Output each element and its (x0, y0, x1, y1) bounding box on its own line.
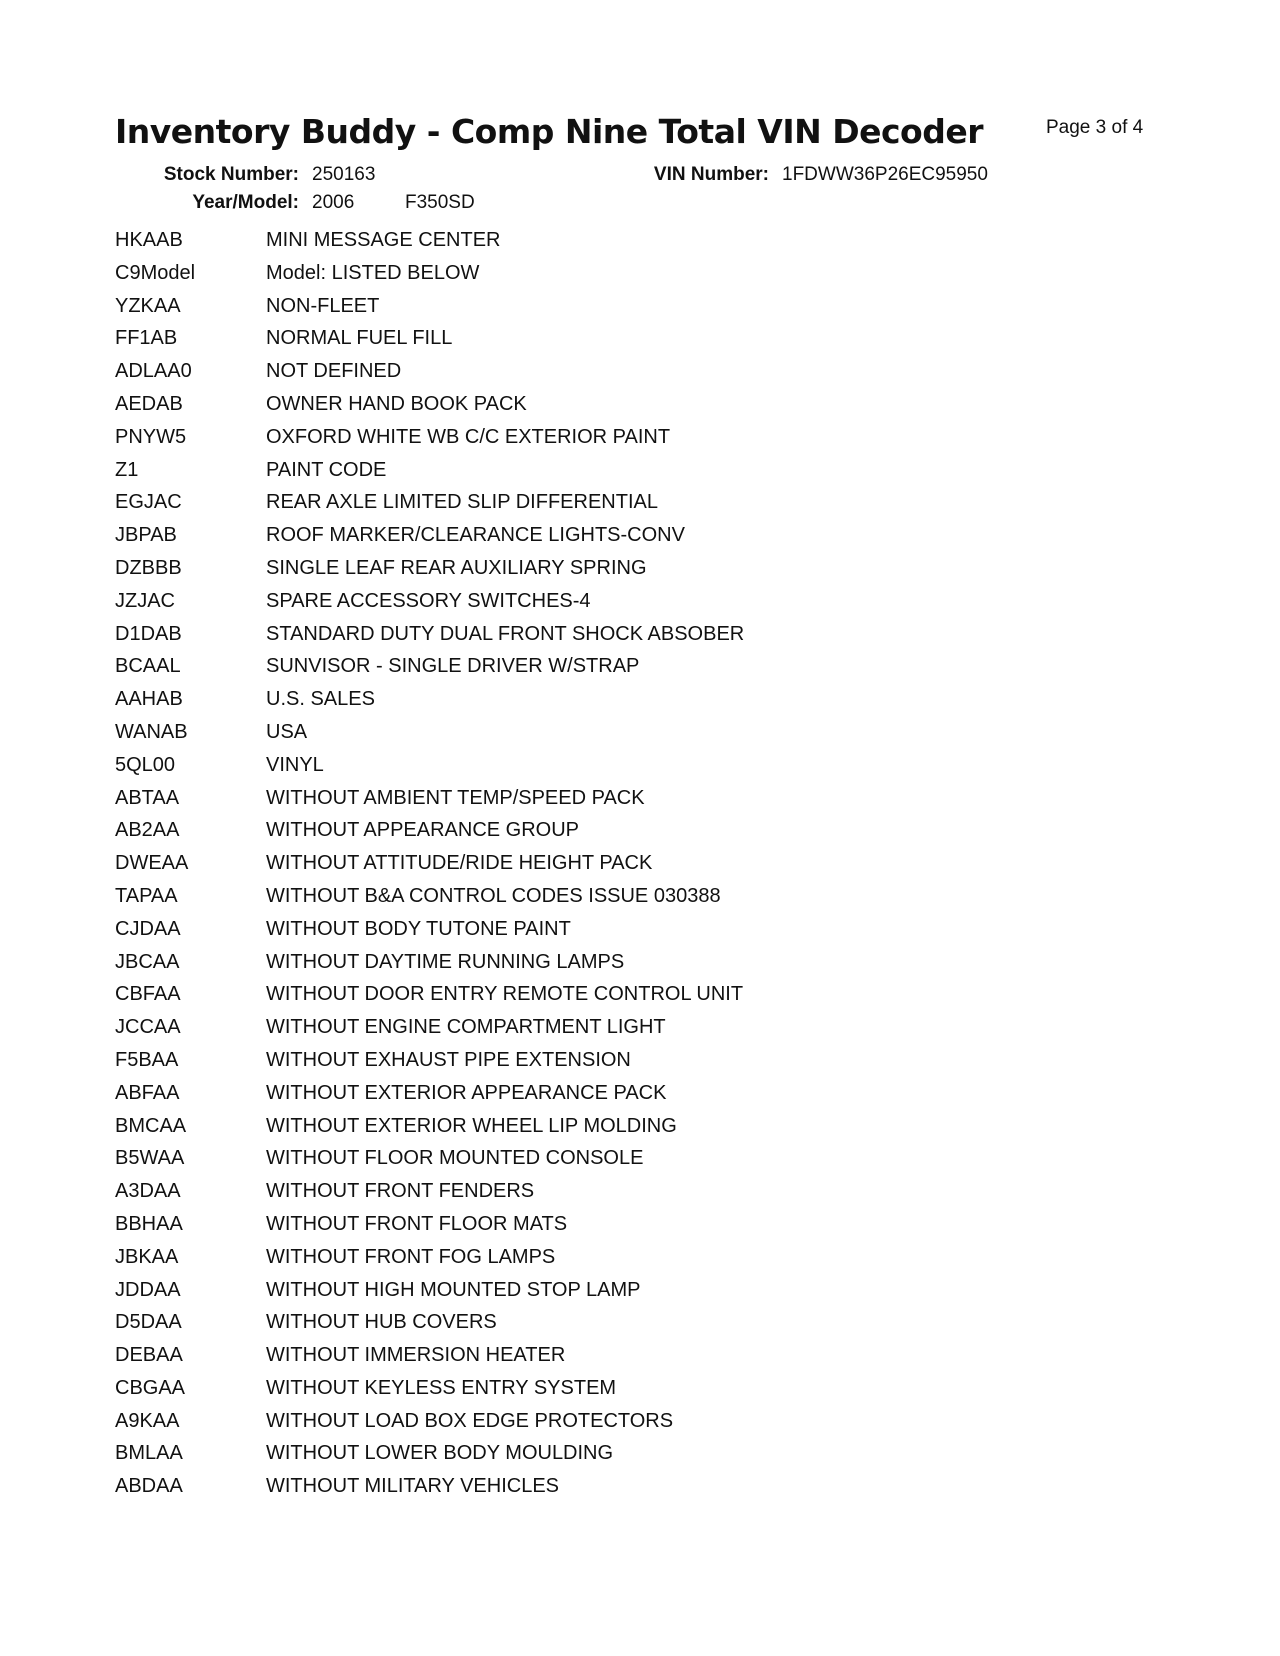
option-description: OWNER HAND BOOK PACK (266, 392, 527, 415)
option-description: VINYL (266, 753, 324, 776)
list-item (115, 1082, 1115, 1115)
option-description: WITHOUT EXTERIOR WHEEL LIP MOLDING (266, 1114, 677, 1137)
option-code: BBHAA (115, 1212, 183, 1235)
option-description: WITHOUT APPEARANCE GROUP (266, 819, 580, 842)
option-description: NORMAL FUEL FILL (266, 327, 453, 350)
option-description: SUNVISOR - SINGLE DRIVER W/STRAP (266, 655, 640, 678)
option-code: CBGAA (115, 1376, 186, 1399)
option-description: WITHOUT HUB COVERS (266, 1311, 497, 1334)
option-code: CBFAA (115, 983, 181, 1006)
option-code: WANAB (115, 720, 188, 743)
model-value: F350SD (405, 192, 475, 213)
list-item (115, 1475, 1115, 1508)
option-code: FF1AB (115, 327, 178, 350)
option-code: EGJAC (115, 491, 182, 514)
option-description: WITHOUT FLOOR MOUNTED CONSOLE (266, 1147, 644, 1170)
option-code: A3DAA (115, 1180, 181, 1203)
option-code: ABTAA (115, 786, 180, 809)
list-item (115, 1115, 1115, 1148)
option-description: WITHOUT LOAD BOX EDGE PROTECTORS (266, 1409, 674, 1432)
option-description: WITHOUT ATTITUDE/RIDE HEIGHT PACK (266, 852, 653, 875)
list-item (115, 983, 1115, 1016)
option-code: JBCAA (115, 950, 180, 973)
option-description: WITHOUT BODY TUTONE PAINT (266, 917, 571, 940)
list-item (115, 1311, 1115, 1344)
option-code: JDDAA (115, 1278, 181, 1301)
option-description: Model: LISTED BELOW (266, 261, 480, 284)
option-code: ABDAA (115, 1475, 183, 1498)
option-code: JCCAA (115, 1016, 181, 1039)
option-code: ADLAA0 (115, 360, 192, 383)
option-code: YZKAA (115, 294, 181, 317)
list-item (115, 1410, 1115, 1443)
option-description: WITHOUT DOOR ENTRY REMOTE CONTROL UNIT (266, 983, 744, 1006)
option-code: TAPAA (115, 884, 178, 907)
stock-number-label: Stock Number: (163, 164, 299, 185)
option-code: PNYW5 (115, 425, 187, 448)
option-description: REAR AXLE LIMITED SLIP DIFFERENTIAL (266, 491, 658, 514)
list-item (115, 819, 1115, 852)
vin-number-label: VIN Number: (653, 164, 769, 185)
list-item (115, 524, 1115, 557)
list-item (115, 1147, 1115, 1180)
page-number: Page 3 of 4 (1046, 117, 1144, 138)
option-description: WITHOUT EXHAUST PIPE EXTENSION (266, 1048, 631, 1071)
option-code: BCAAL (115, 655, 181, 678)
option-code: B5WAA (115, 1147, 185, 1170)
option-description: WITHOUT DAYTIME RUNNING LAMPS (266, 950, 625, 973)
option-description: NON-FLEET (266, 294, 380, 317)
list-item (115, 295, 1115, 328)
list-item (115, 426, 1115, 459)
list-item (115, 229, 1115, 262)
option-code: D5DAA (115, 1311, 182, 1334)
option-description: WITHOUT IMMERSION HEATER (266, 1344, 566, 1367)
list-item (115, 262, 1115, 295)
list-item (115, 1442, 1115, 1475)
option-code: JBKAA (115, 1245, 179, 1268)
page-title: Inventory Buddy - Comp Nine Total VIN Decoder (115, 112, 983, 151)
option-code: AEDAB (115, 392, 183, 415)
option-description: WITHOUT FRONT FLOOR MATS (266, 1212, 568, 1235)
option-description: WITHOUT KEYLESS ENTRY SYSTEM (266, 1376, 617, 1399)
option-code: JBPAB (115, 524, 177, 547)
option-description: WITHOUT B&A CONTROL CODES ISSUE 030388 (266, 884, 721, 907)
option-code: BMLAA (115, 1442, 183, 1465)
list-item (115, 327, 1115, 360)
option-description: WITHOUT ENGINE COMPARTMENT LIGHT (266, 1016, 666, 1039)
option-description: WITHOUT LOWER BODY MOULDING (266, 1442, 614, 1465)
option-description: NOT DEFINED (266, 360, 402, 383)
option-code: 5QL00 (115, 753, 176, 776)
option-code: AAHAB (115, 688, 183, 711)
option-description: U.S. SALES (266, 688, 375, 711)
option-description: WITHOUT AMBIENT TEMP/SPEED PACK (266, 786, 645, 809)
option-code: DWEAA (115, 852, 189, 875)
list-item (115, 1213, 1115, 1246)
list-item (115, 1049, 1115, 1082)
list-item (115, 1344, 1115, 1377)
option-description: WITHOUT HIGH MOUNTED STOP LAMP (266, 1278, 641, 1301)
option-code: D1DAB (115, 622, 182, 645)
option-description: OXFORD WHITE WB C/C EXTERIOR PAINT (266, 425, 671, 448)
option-code-list (115, 229, 1115, 1508)
option-code: DEBAA (115, 1344, 183, 1367)
vin-number-value: 1FDWW36P26EC95950 (782, 164, 988, 185)
option-description: PAINT CODE (266, 458, 387, 481)
year-model-label: Year/Model: (192, 192, 299, 213)
option-code: JZJAC (115, 589, 175, 612)
option-code: ABFAA (115, 1081, 180, 1104)
list-item (115, 655, 1115, 688)
list-item (115, 1180, 1115, 1213)
option-code: F5BAA (115, 1048, 179, 1071)
option-description: USA (266, 720, 308, 743)
option-description: WITHOUT EXTERIOR APPEARANCE PACK (266, 1081, 667, 1104)
stock-number-value: 250163 (312, 164, 376, 185)
list-item (115, 1279, 1115, 1312)
option-code: BMCAA (115, 1114, 187, 1137)
list-item (115, 951, 1115, 984)
year-value: 2006 (312, 192, 355, 213)
list-item (115, 459, 1115, 492)
option-code: C9Model (115, 261, 196, 284)
option-code: AB2AA (115, 819, 180, 842)
option-description: WITHOUT MILITARY VEHICLES (266, 1475, 560, 1498)
option-code: A9KAA (115, 1409, 180, 1432)
option-description: WITHOUT FRONT FENDERS (266, 1180, 535, 1203)
list-item (115, 393, 1115, 426)
list-item (115, 623, 1115, 656)
option-description: STANDARD DUTY DUAL FRONT SHOCK ABSOBER (266, 622, 745, 645)
list-item (115, 1377, 1115, 1410)
list-item (115, 918, 1115, 951)
list-item (115, 590, 1115, 623)
option-description: ROOF MARKER/CLEARANCE LIGHTS-CONV (266, 524, 685, 547)
list-item (115, 688, 1115, 721)
list-item (115, 721, 1115, 754)
option-code: HKAAB (115, 229, 183, 251)
list-item (115, 852, 1115, 885)
list-item (115, 787, 1115, 820)
option-description: WITHOUT FRONT FOG LAMPS (266, 1245, 556, 1268)
list-item (115, 1016, 1115, 1049)
list-item (115, 885, 1115, 918)
option-code: DZBBB (115, 556, 182, 579)
option-description: MINI MESSAGE CENTER (266, 229, 501, 251)
option-code: Z1 (115, 458, 139, 481)
option-description: SINGLE LEAF REAR AUXILIARY SPRING (266, 556, 647, 579)
list-item (115, 360, 1115, 393)
list-item (115, 491, 1115, 524)
list-item (115, 754, 1115, 787)
list-item (115, 1246, 1115, 1279)
list-item (115, 557, 1115, 590)
option-code: CJDAA (115, 917, 181, 940)
option-description: SPARE ACCESSORY SWITCHES-4 (266, 589, 591, 612)
